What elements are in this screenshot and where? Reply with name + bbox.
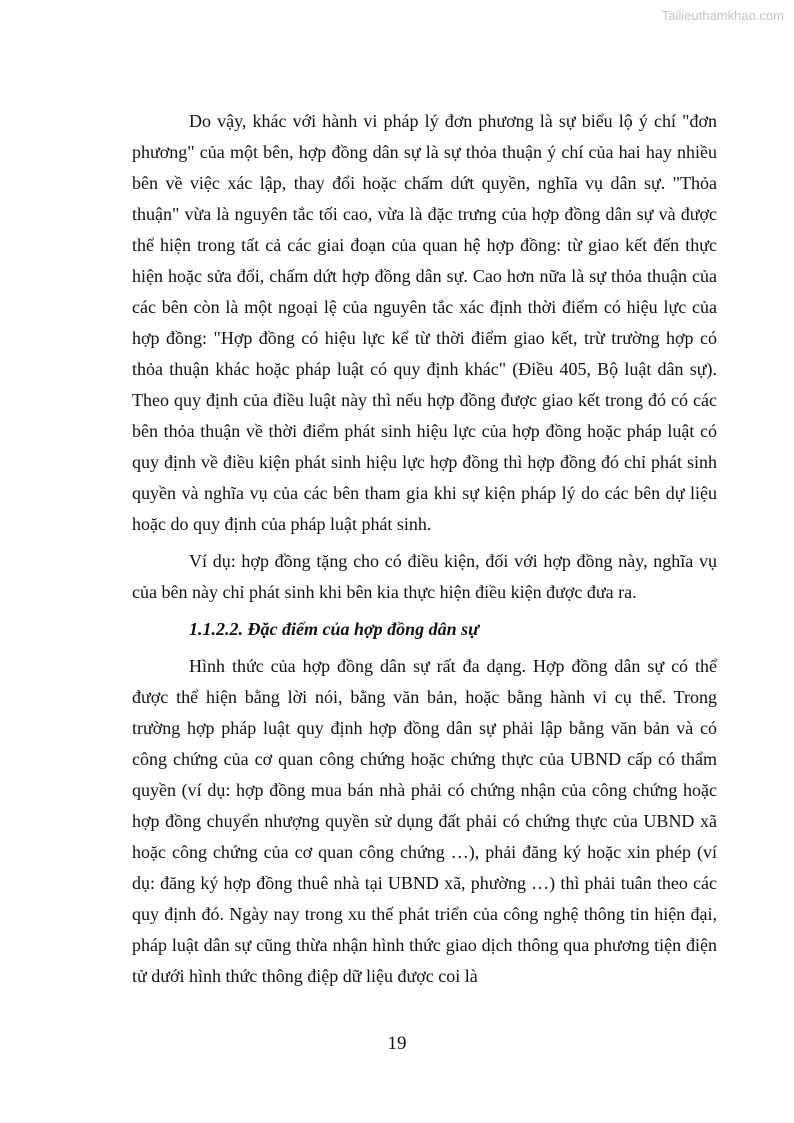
page-number: 19 [387, 1033, 407, 1054]
paragraph-contract-agreement: Do vậy, khác với hành vi pháp lý đơn phương là sự biểu lộ ý chí "đơn phương" của một bên, hợp đồng dân sự là sự thỏa thuận ý chí của hai hay nhiều bên về việc xác lập, thay đổi hoặc chấm dứt quyền, nghĩa vụ dân sự. "Thỏa thuận" vừa là nguyên tắc tối cao, vừa là đặc trưng của hợp đồng dân sự và được thể hiện trong tất cả các giai đoạn của quan hệ hợp đồng: từ giao kết đến thực hiện hoặc sửa đổi, chấm dứt hợp đồng dân sự. Cao hơn nữa là sự thỏa thuận của các bên còn là một ngoại lệ của nguyên tắc xác định thời điểm có hiệu lực của hợp đồng: "Hợp đồng có hiệu lực kể từ thời điểm giao kết, trừ trường hợp có thỏa thuận khác hoặc pháp luật có quy định khác" (Điều 405, Bộ luật dân sự). Theo quy định của điều luật này thì nếu hợp đồng được giao kết trong đó có các bên thỏa thuận về thời điểm phát sinh hiệu lực của hợp đồng hoặc pháp luật có quy định về điều kiện phát sinh hiệu lực hợp đồng thì hợp đồng đó chỉ phát sinh quyền và nghĩa vụ của các bên tham gia khi sự kiện pháp lý do các bên dự liệu hoặc do quy định của pháp luật phát sinh. [132, 111, 717, 534]
section-heading: 1.1.2.2. Đặc điểm của hợp đồng dân sự [189, 619, 479, 639]
paragraph-example: Ví dụ: hợp đồng tặng cho có điều kiện, đối với hợp đồng này, nghĩa vụ của bên này chỉ phát sinh khi bên kia thực hiện điều kiện được đưa ra. [132, 551, 717, 602]
paragraph-contract-form: Hình thức của hợp đồng dân sự rất đa dạng. Hợp đồng dân sự có thể được thể hiện bằng lời nói, bằng văn bản, hoặc bằng hành vi cụ thể. Trong trường hợp pháp luật quy định hợp đồng dân sự phải lập bằng văn bản và có công chứng của cơ quan công chứng hoặc chứng thực của UBND cấp có thẩm quyền (ví dụ: hợp đồng mua bán nhà phải có chứng nhận của công chứng hoặc hợp đồng chuyển nhượng quyền sử dụng đất phải có chứng thực của UBND xã hoặc công chứng của cơ quan công chứng …), phải đăng ký hoặc xin phép (ví dụ: đăng ký hợp đồng thuê nhà tại UBND xã, phường …) thì phải tuân theo các quy định đó. Ngày nay trong xu thế phát triển của công nghệ thông tin hiện đại, pháp luật dân sự cũng thừa nhận hình thức giao dịch thông qua phương tiện điện tử dưới hình thức thông điệp dữ liệu được coi là [132, 656, 717, 986]
page-body [132, 106, 717, 998]
watermark: Tailieuthamkhao.com [661, 8, 784, 23]
